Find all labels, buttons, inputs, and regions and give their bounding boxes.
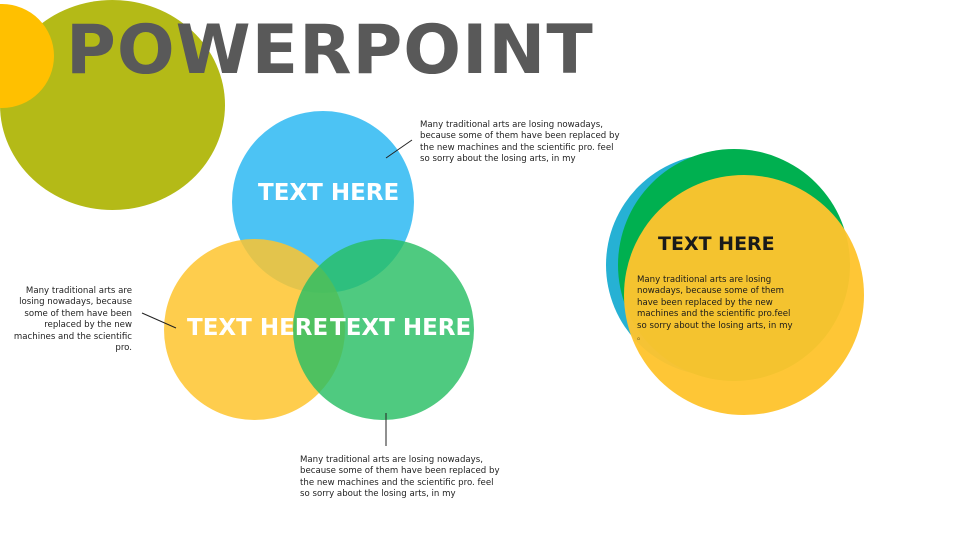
venn-note-bottom: Many traditional arts are losing nowadays, because some of them have been replaced by the new machines and the scientific pro. feel so sorry about the losing arts, in my [300,455,500,500]
venn-label-right: TEXT HERE [330,315,472,341]
slide-title: POWERPOINT [66,11,594,90]
venn-note-left: Many traditional arts are losing nowadays, because some of them have been replaced by the new machines and the scientific pro. [13,286,132,354]
overlap-title: TEXT HERE [658,233,775,255]
venn-note-top: Many traditional arts are losing nowadays, because some of them have been replaced by the new machines and the scientific pro. feel so sorry about the losing arts, in my [420,120,620,165]
overlap-body: Many traditional arts are losing nowadays, because some of them have been replaced by the new machines and the scientific pro.feel so sorry about the losing arts, in my 。 [637,275,793,343]
venn-label-left: TEXT HERE [187,315,329,341]
venn-label-top: TEXT HERE [258,180,400,206]
